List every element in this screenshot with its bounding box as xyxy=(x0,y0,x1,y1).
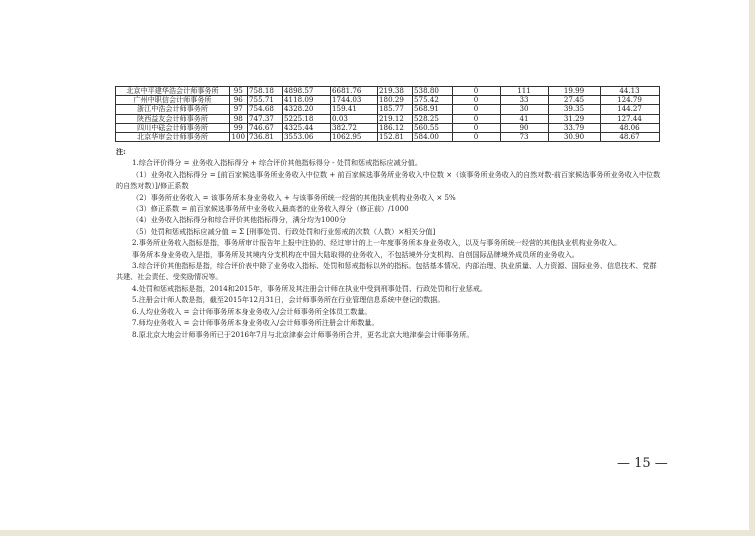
table-cell: 111 xyxy=(500,87,548,96)
notes-section xyxy=(116,146,661,340)
table-cell: 152.81 xyxy=(377,133,412,142)
table-cell: 568.91 xyxy=(412,105,452,114)
table-cell: 124.79 xyxy=(600,96,659,105)
note-item-8: 8.原北京大地会计师事务所已于2016年7月与北京津泰会计师事务所合并，更名北京大地津泰会计师事务所。 xyxy=(132,329,474,339)
table-cell: 48.67 xyxy=(600,133,659,142)
table-cell: 758.18 xyxy=(247,87,282,96)
table-cell: 33.79 xyxy=(548,123,600,132)
note-item-2: 2.事务所业务收入指标是指，事务所审计报告年上报中注协的、经过审计的上一年度事务所本身业务收入，以及与事务所统一经营的其他执业机构业务收入。 xyxy=(132,238,622,248)
table-cell: 127.44 xyxy=(600,114,659,123)
note-item-3: 3.综合评价其他指标是指，综合评价表中除了业务收入指标、处罚和惩戒指标以外的指标。包括基本情况、内部治理、执业质量、人力资源、国际业务、信息技术、党群共建、社会责任、受奖励情况等。 xyxy=(116,261,657,282)
note-item-1-2: （2）事务所业务收入 = 该事务所本身业务收入 + 与该事务所统一经营的其他执业机构业务收入 × 5% xyxy=(132,192,456,202)
firm-name-cell: 四川中砝会计师事务所 xyxy=(116,123,230,132)
page-edge-right xyxy=(749,0,755,536)
table-cell: 0 xyxy=(452,133,500,142)
table-cell: 6681.76 xyxy=(330,87,377,96)
note-item-1-3: （3）修正系数 = 前百家候选事务所中业务收入最高者的业务收入得分（修正前）/1000 xyxy=(132,204,409,214)
table-cell: 186.12 xyxy=(377,123,412,132)
table-cell: 3553.06 xyxy=(282,133,330,142)
note-item-6: 6.人均业务收入 = 会计师事务所本身业务收入/会计师事务所全体员工数量。 xyxy=(132,306,372,316)
page-edge-bottom xyxy=(0,530,755,536)
table-cell: 1744.03 xyxy=(330,96,377,105)
table-cell: 31.29 xyxy=(548,114,600,123)
note-item-1-1: （1）业务收入指标得分 = [前百家候选事务所业务收入中位数 + 前百家候选事务所业务收入中位数 ×（该事务所业务收入的自然对数-前百家候选事务所业务收入中位数的自然对数）]/修正系数 xyxy=(116,169,661,191)
table-cell: 95 xyxy=(230,87,248,96)
note-item-1-4: （4）业务收入指标得分和综合评价其他指标得分，满分均为1000分 xyxy=(132,215,347,225)
note-item-5: 5.注册会计师人数是指，截至2015年12月31日，会计师事务所在行业管理信息系统中登记的数据。 xyxy=(132,295,445,305)
table-cell: 4898.57 xyxy=(282,87,330,96)
note-item-1-5: （5）处罚和惩戒指标应减分值 = Σ [刑事处罚、行政处罚和行业惩戒的次数（人数）×相关分值] xyxy=(132,226,436,236)
table-cell: 185.77 xyxy=(377,105,412,114)
note-item-4: 4.处罚和惩戒指标是指，2014和2015年，事务所及其注册会计师在执业中受到刑事处罚、行政处罚和行业惩戒。 xyxy=(132,283,487,293)
table-cell: 560.55 xyxy=(412,123,452,132)
table-cell: 219.12 xyxy=(377,114,412,123)
table-cell: 0 xyxy=(452,123,500,132)
table-cell: 0 xyxy=(452,87,500,96)
table-cell: 99 xyxy=(230,123,248,132)
table-cell: 0 xyxy=(452,105,500,114)
table-cell: 219.38 xyxy=(377,87,412,96)
firm-name-cell: 陕西益友会计师事务所 xyxy=(116,114,230,123)
table-cell: 4325.44 xyxy=(282,123,330,132)
table-cell: 97 xyxy=(230,105,248,114)
table-cell: 0 xyxy=(452,114,500,123)
table-cell: 1062.95 xyxy=(330,133,377,142)
table-cell: 19.99 xyxy=(548,87,600,96)
note-item-7: 7.师均业务收入 = 会计师事务所本身业务收入/会计师事务所注册会计师数量。 xyxy=(132,318,379,328)
notes-label: 注: xyxy=(116,147,126,156)
table-cell: 754.68 xyxy=(247,105,282,114)
firm-name-cell: 浙江中浩会计师事务所 xyxy=(116,105,230,114)
table-cell: 538.80 xyxy=(412,87,452,96)
table-cell: 382.72 xyxy=(330,123,377,132)
table-row xyxy=(116,133,660,142)
table-cell: 144.27 xyxy=(600,105,659,114)
table-cell: 96 xyxy=(230,96,248,105)
table-cell: 44.13 xyxy=(600,87,659,96)
table-cell: 30 xyxy=(500,105,548,114)
table-cell: 90 xyxy=(500,123,548,132)
table-cell: 584.00 xyxy=(412,133,452,142)
table-cell: 73 xyxy=(500,133,548,142)
table-cell: 0 xyxy=(452,96,500,105)
firm-name-cell: 北京华审会计师事务所 xyxy=(116,133,230,142)
table-cell: 4118.09 xyxy=(282,96,330,105)
table-cell: 33 xyxy=(500,96,548,105)
table-cell: 746.67 xyxy=(247,123,282,132)
table-cell: 747.37 xyxy=(247,114,282,123)
table-cell: 5225.18 xyxy=(282,114,330,123)
table-cell: 98 xyxy=(230,114,248,123)
page-number: — 15 — xyxy=(617,456,668,471)
table-cell: 736.81 xyxy=(247,133,282,142)
firm-name-cell: 北京中平建华浩会计师事务所 xyxy=(116,87,230,96)
table-cell: 528.25 xyxy=(412,114,452,123)
table-cell: 4328.20 xyxy=(282,105,330,114)
table-cell: 159.41 xyxy=(330,105,377,114)
table-cell: 755.71 xyxy=(247,96,282,105)
note-item-1: 1.综合评价得分 = 业务收入指标得分 + 综合评价其他指标得分 - 处罚和惩戒指标应减分值。 xyxy=(132,158,422,168)
table-cell: 100 xyxy=(231,132,246,142)
note-item-2-detail: 事务所本身业务收入是指，事务所及其境内分支机构在中国大陆取得的业务收入，不包括境外分支机构、自创国际品牌境外成员所的业务收入。 xyxy=(132,249,579,259)
firm-name-cell: 广州中职信会计师事务所 xyxy=(116,96,230,105)
table-cell: 575.42 xyxy=(412,96,452,105)
table-cell: 39.35 xyxy=(548,105,600,114)
ranking-table xyxy=(115,86,660,142)
table-cell: 27.45 xyxy=(548,96,600,105)
table-cell: 180.29 xyxy=(377,96,412,105)
table-cell: 0.03 xyxy=(330,114,377,123)
table-cell: 30.90 xyxy=(548,133,600,142)
table-cell: 48.06 xyxy=(600,123,659,132)
table-cell: 41 xyxy=(500,114,548,123)
table-row xyxy=(116,105,660,114)
table-row xyxy=(116,114,660,123)
